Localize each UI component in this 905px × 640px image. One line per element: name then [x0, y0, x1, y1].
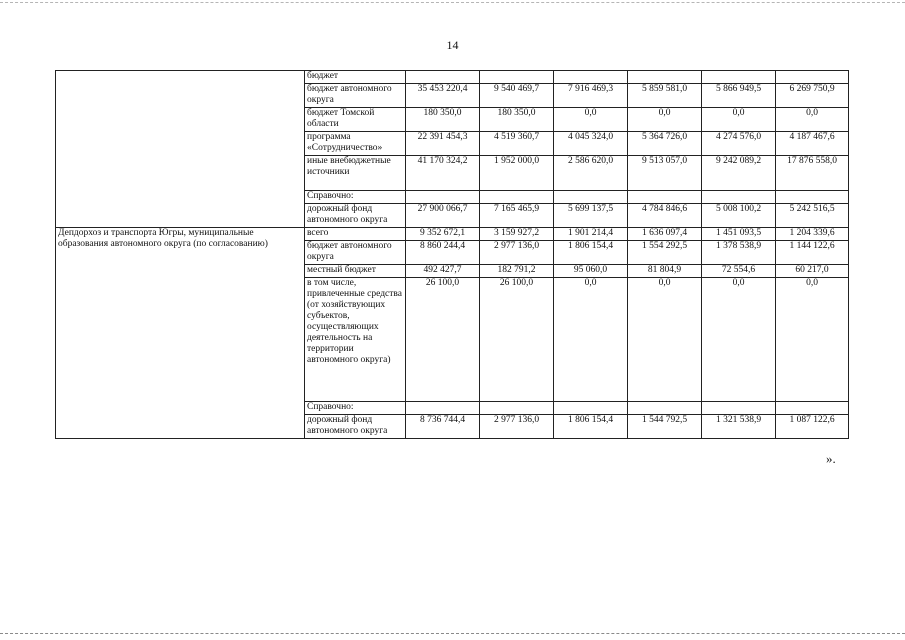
amount-cell: 3 159 927,2: [480, 228, 554, 241]
funding-source-cell: бюджет: [305, 71, 406, 84]
amount-cell: 5 242 516,5: [776, 204, 849, 228]
amount-cell: 0,0: [776, 108, 849, 132]
budget-table-body: [56, 71, 849, 439]
amount-cell: 182 791,2: [480, 265, 554, 278]
amount-cell: 5 866 949,5: [702, 84, 776, 108]
amount-cell: 1 806 154,4: [554, 415, 628, 439]
amount-cell: 95 060,0: [554, 265, 628, 278]
amount-cell: [554, 402, 628, 415]
amount-cell: 1 806 154,4: [554, 241, 628, 265]
amount-cell: 4 784 846,6: [628, 204, 702, 228]
amount-cell: [702, 191, 776, 204]
amount-cell: 22 391 454,3: [406, 132, 480, 156]
amount-cell: [702, 402, 776, 415]
amount-cell: [480, 71, 554, 84]
amount-cell: 1 901 214,4: [554, 228, 628, 241]
amount-cell: 8 860 244,4: [406, 241, 480, 265]
amount-cell: 1 636 097,4: [628, 228, 702, 241]
amount-cell: 26 100,0: [480, 278, 554, 402]
amount-cell: 2 977 136,0: [480, 241, 554, 265]
amount-cell: 1 451 093,5: [702, 228, 776, 241]
amount-cell: 60 217,0: [776, 265, 849, 278]
amount-cell: 180 350,0: [406, 108, 480, 132]
funding-source-cell: Справочно:: [305, 402, 406, 415]
closing-quote-mark: ».: [826, 451, 836, 466]
amount-cell: 0,0: [702, 108, 776, 132]
amount-cell: 1 321 538,9: [702, 415, 776, 439]
funding-source-cell: бюджет автономного округа: [305, 84, 406, 108]
amount-cell: 1 952 000,0: [480, 156, 554, 191]
funding-source-cell: бюджет Томской области: [305, 108, 406, 132]
amount-cell: 0,0: [554, 108, 628, 132]
amount-cell: [702, 71, 776, 84]
amount-cell: 0,0: [628, 108, 702, 132]
funding-source-cell: иные внебюджетные источники: [305, 156, 406, 191]
amount-cell: 1 087 122,6: [776, 415, 849, 439]
funding-source-cell: в том числе, привлеченные средства (от хозяйствующих субъектов, осуществляющих деятельность на территории автономного округа): [305, 278, 406, 402]
funding-source-cell: дорожный фонд автономного округа: [305, 204, 406, 228]
amount-cell: 4 187 467,6: [776, 132, 849, 156]
amount-cell: 1 144 122,6: [776, 241, 849, 265]
amount-cell: 5 859 581,0: [628, 84, 702, 108]
table-row: [56, 228, 849, 241]
amount-cell: 27 900 066,7: [406, 204, 480, 228]
amount-cell: 7 165 465,9: [480, 204, 554, 228]
scan-edge-bottom: [0, 633, 905, 635]
amount-cell: 7 916 469,3: [554, 84, 628, 108]
funding-source-cell: бюджет автономного округа: [305, 241, 406, 265]
amount-cell: 1 378 538,9: [702, 241, 776, 265]
amount-cell: 2 586 620,0: [554, 156, 628, 191]
amount-cell: 0,0: [554, 278, 628, 402]
amount-cell: 5 008 100,2: [702, 204, 776, 228]
amount-cell: [628, 71, 702, 84]
amount-cell: 81 804,9: [628, 265, 702, 278]
amount-cell: [554, 71, 628, 84]
amount-cell: 492 427,7: [406, 265, 480, 278]
amount-cell: 9 242 089,2: [702, 156, 776, 191]
funding-source-cell: Справочно:: [305, 191, 406, 204]
amount-cell: 1 544 792,5: [628, 415, 702, 439]
amount-cell: 1 204 339,6: [776, 228, 849, 241]
amount-cell: 1 554 292,5: [628, 241, 702, 265]
amount-cell: 72 554,6: [702, 265, 776, 278]
amount-cell: [776, 71, 849, 84]
amount-cell: [776, 402, 849, 415]
amount-cell: [406, 402, 480, 415]
amount-cell: 5 699 137,5: [554, 204, 628, 228]
amount-cell: [480, 402, 554, 415]
amount-cell: 17 876 558,0: [776, 156, 849, 191]
amount-cell: 180 350,0: [480, 108, 554, 132]
amount-cell: 5 364 726,0: [628, 132, 702, 156]
amount-cell: [628, 191, 702, 204]
amount-cell: 0,0: [628, 278, 702, 402]
amount-cell: 26 100,0: [406, 278, 480, 402]
amount-cell: 4 045 324,0: [554, 132, 628, 156]
amount-cell: [406, 71, 480, 84]
amount-cell: 9 352 672,1: [406, 228, 480, 241]
amount-cell: [480, 191, 554, 204]
amount-cell: 9 540 469,7: [480, 84, 554, 108]
amount-cell: [406, 191, 480, 204]
funding-source-cell: местный бюджет: [305, 265, 406, 278]
scan-edge-top: [0, 2, 905, 4]
funding-source-cell: программа «Сотрудничество»: [305, 132, 406, 156]
amount-cell: [776, 191, 849, 204]
amount-cell: 2 977 136,0: [480, 415, 554, 439]
executor-cell: Депдорхоз и транспорта Югры, муниципальные образования автономного округа (по согласованию): [56, 228, 305, 439]
amount-cell: [628, 402, 702, 415]
amount-cell: 4 519 360,7: [480, 132, 554, 156]
amount-cell: 6 269 750,9: [776, 84, 849, 108]
amount-cell: 0,0: [776, 278, 849, 402]
amount-cell: [554, 191, 628, 204]
funding-source-cell: дорожный фонд автономного округа: [305, 415, 406, 439]
amount-cell: 8 736 744,4: [406, 415, 480, 439]
amount-cell: 9 513 057,0: [628, 156, 702, 191]
table-row: [56, 71, 849, 84]
amount-cell: 35 453 220,4: [406, 84, 480, 108]
amount-cell: 0,0: [702, 278, 776, 402]
page-number: 14: [446, 38, 459, 52]
amount-cell: 41 170 324,2: [406, 156, 480, 191]
funding-source-cell: всего: [305, 228, 406, 241]
budget-table: [55, 70, 849, 439]
executor-cell-empty: [56, 71, 305, 228]
amount-cell: 4 274 576,0: [702, 132, 776, 156]
